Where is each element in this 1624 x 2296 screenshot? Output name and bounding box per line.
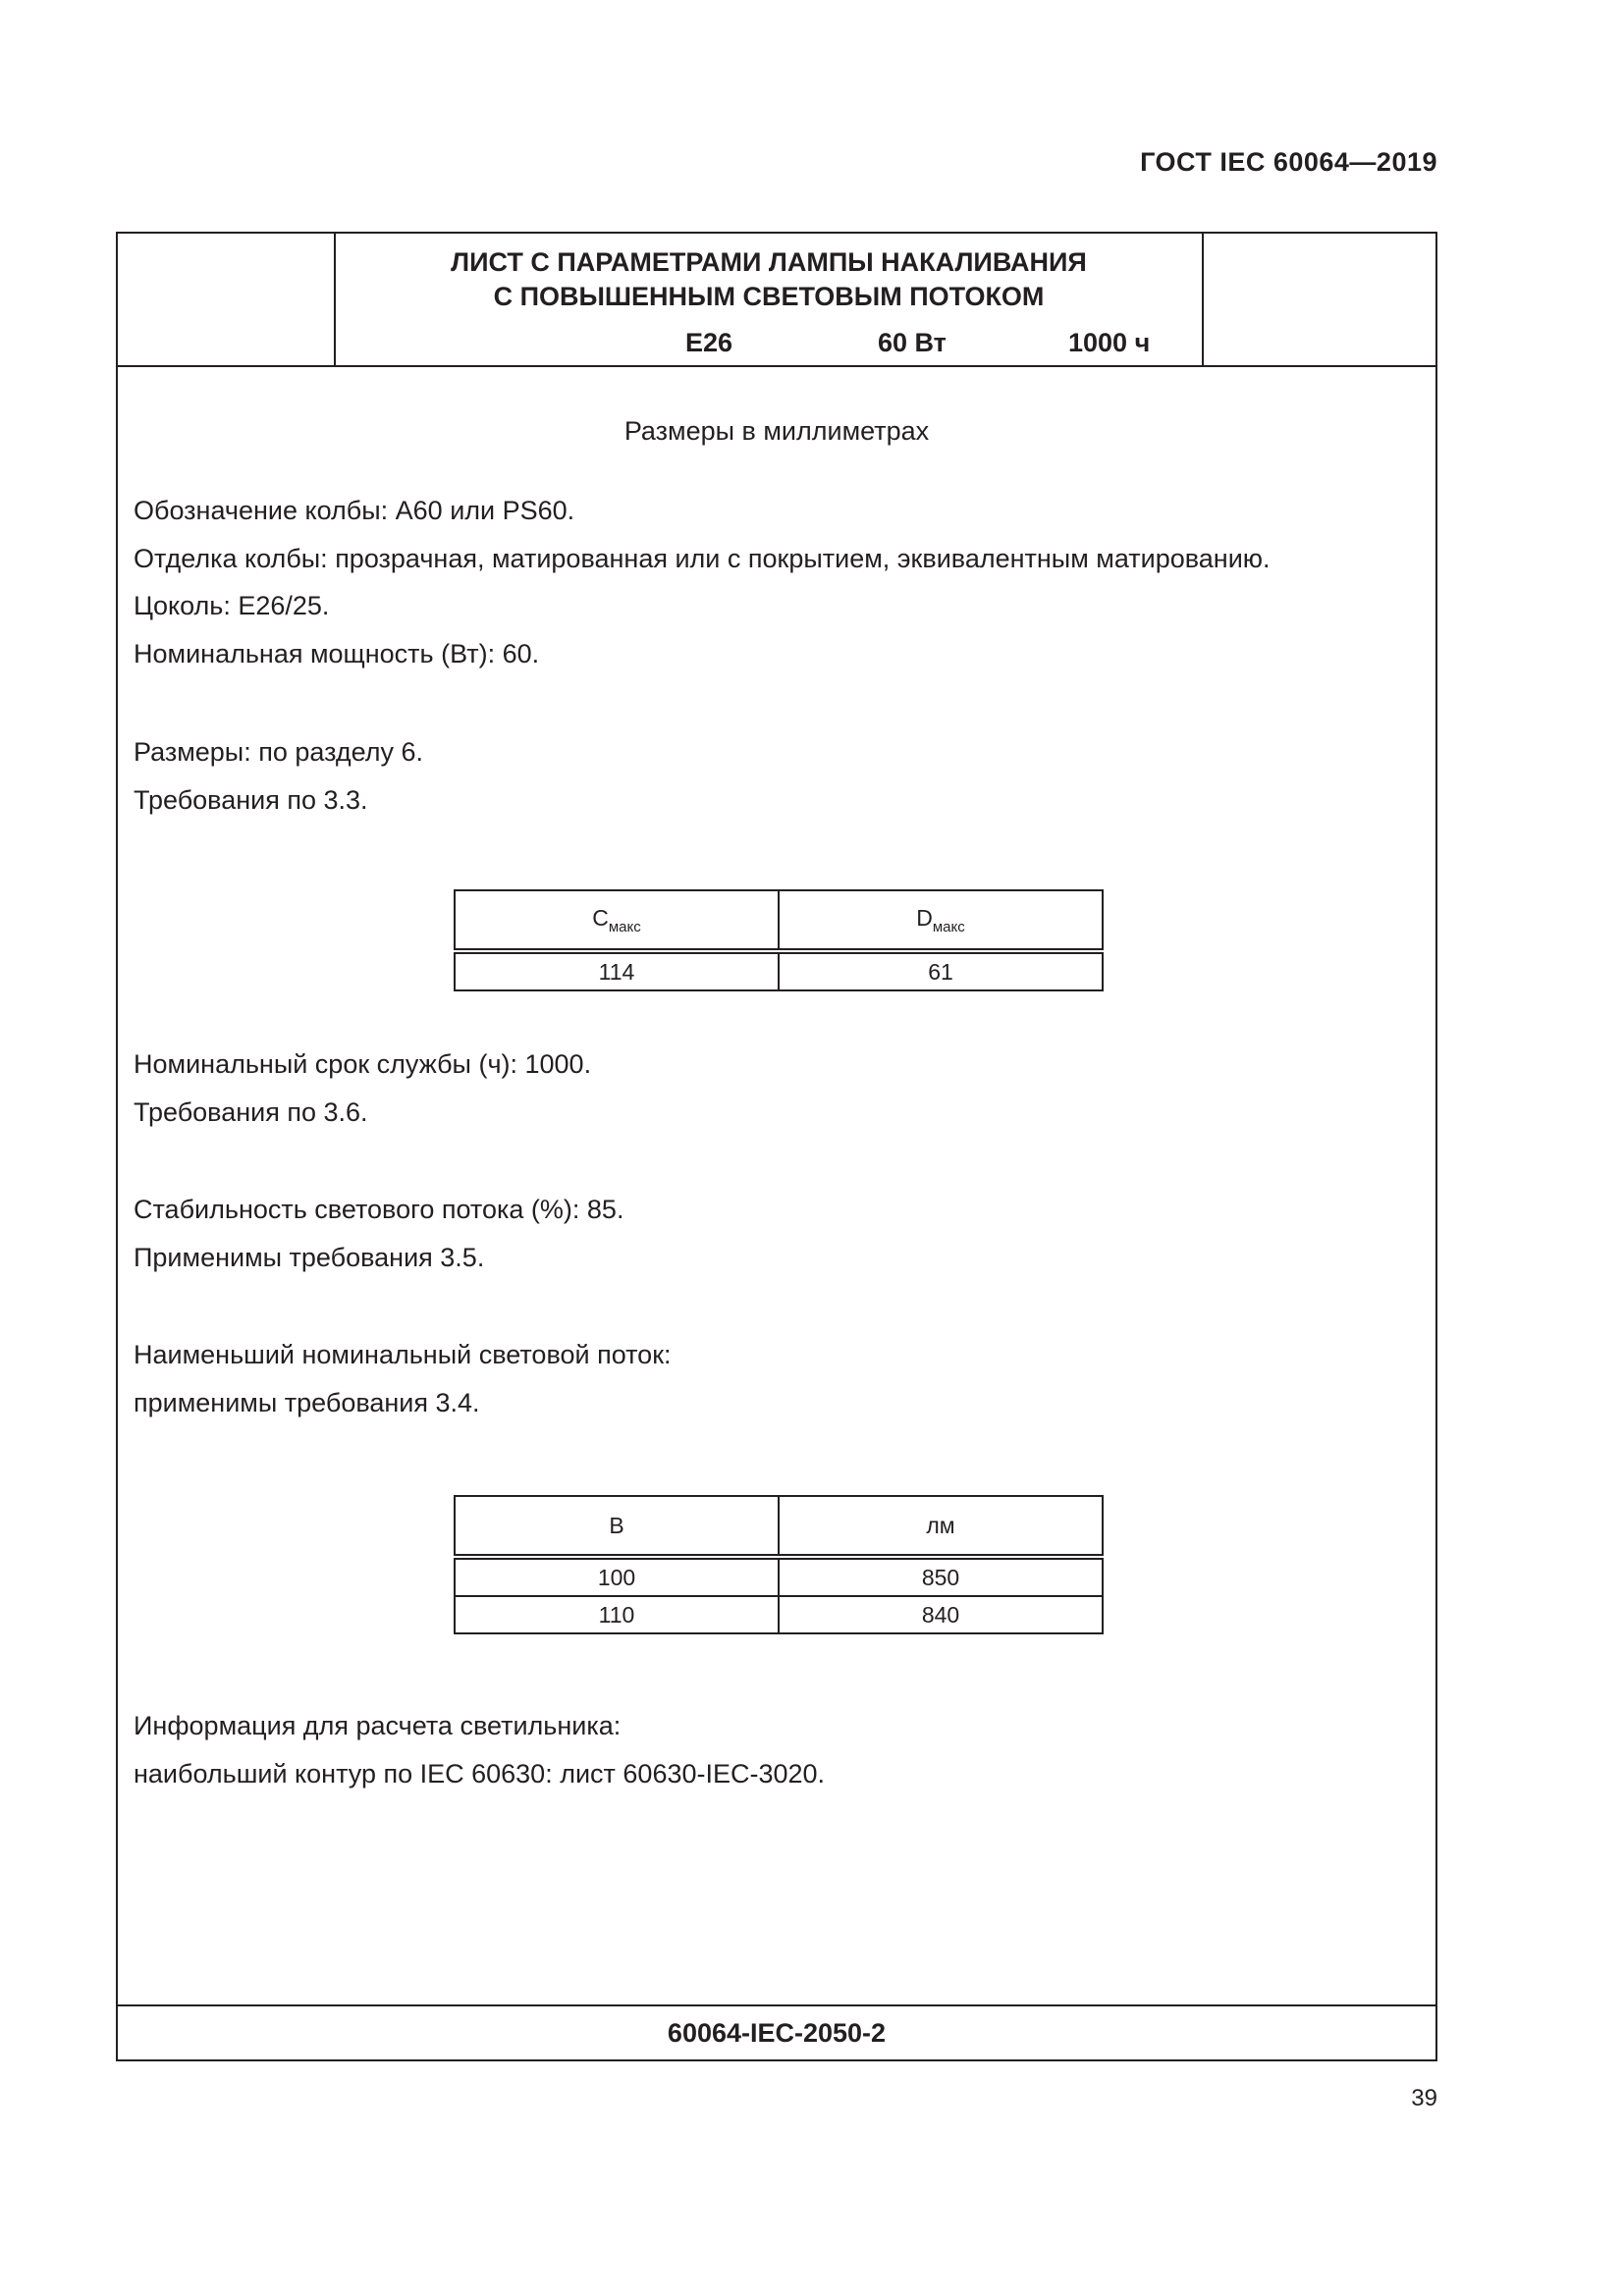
table-row (455, 951, 1103, 990)
paragraph-requirements-3-4: применимы требования 3.4. (134, 1388, 480, 1417)
units-note: Размеры в миллиметрах (623, 416, 930, 446)
table-cell: 114 (455, 951, 779, 990)
sheet-title (336, 245, 1202, 314)
sheet-header (118, 234, 1435, 367)
table-header-cell: В (455, 1496, 779, 1557)
sheet-title-line-2: С ПОВЫШЕННЫМ СВЕТОВЫМ ПОТОКОМ (493, 282, 1045, 311)
flux-table (454, 1495, 1104, 1634)
header-center-cell (336, 234, 1202, 365)
table-header-cell: лм (779, 1496, 1103, 1557)
paragraph-cap: Цоколь: E26/25. (134, 591, 330, 620)
data-sheet-frame (116, 232, 1437, 2061)
table-cell: 840 (779, 1596, 1103, 1633)
table-header-cell: $D_{макс}$ (779, 890, 1103, 951)
paragraph-max-outline: наибольший контур по IEC 60630: лист 60630-IEC-3020. (134, 1759, 826, 1789)
sheet-title-line-1: ЛИСТ С ПАРАМЕТРАМИ ЛАМПЫ НАКАЛИВАНИЯ (451, 247, 1087, 277)
table-cell: 61 (779, 951, 1103, 990)
paragraph-flux-maintenance: Стабильность светового потока (%): 85. (134, 1195, 624, 1224)
paragraph-requirements-3-5: Применимы требования 3.5. (134, 1243, 485, 1272)
table-cell: 110 (455, 1596, 779, 1633)
header-right-cell (1202, 234, 1435, 365)
header-left-cell (118, 234, 336, 365)
table-cell: 850 (779, 1557, 1103, 1596)
lamp-cap: E26 (685, 328, 733, 357)
table-row (455, 1596, 1103, 1633)
paragraph-rated-life: Номинальный срок службы (ч): 1000. (134, 1049, 592, 1079)
lamp-power: 60 Вт (878, 328, 947, 357)
standard-code: ГОСТ IEC 60064—2019 (1140, 147, 1437, 177)
table-header-row (455, 890, 1103, 951)
paragraph-bulb-finish: Отделка колбы: прозрачная, матированная или с покрытием, эквивалентным матированию. (134, 544, 1271, 573)
paragraph-rated-wattage: Номинальная мощность (Вт): 60. (134, 639, 540, 668)
paragraph-dimensions: Размеры: по разделу 6. (134, 737, 424, 767)
paragraph-bulb-designation: Обозначение колбы: A60 или PS60. (134, 496, 575, 525)
dimensions-table (454, 889, 1104, 991)
lamp-life: 1000 ч (1068, 328, 1151, 357)
paragraph-requirements-3-6: Требования по 3.6. (134, 1097, 368, 1127)
table-header-row (455, 1496, 1103, 1557)
paragraph-requirements-3-3: Требования по 3.3. (134, 785, 368, 815)
table-header-cell: $C_{макс}$ (455, 890, 779, 951)
sheet-footer-code: 60064-IEC-2050-2 (118, 2004, 1435, 2059)
paragraph-luminaire-info: Информация для расчета светильника: (134, 1711, 622, 1740)
table-cell: 100 (455, 1557, 779, 1596)
page-number: 39 (1411, 2085, 1437, 2111)
table-row (455, 1557, 1103, 1596)
paragraph-min-flux: Наименьший номинальный световой поток: (134, 1340, 672, 1369)
